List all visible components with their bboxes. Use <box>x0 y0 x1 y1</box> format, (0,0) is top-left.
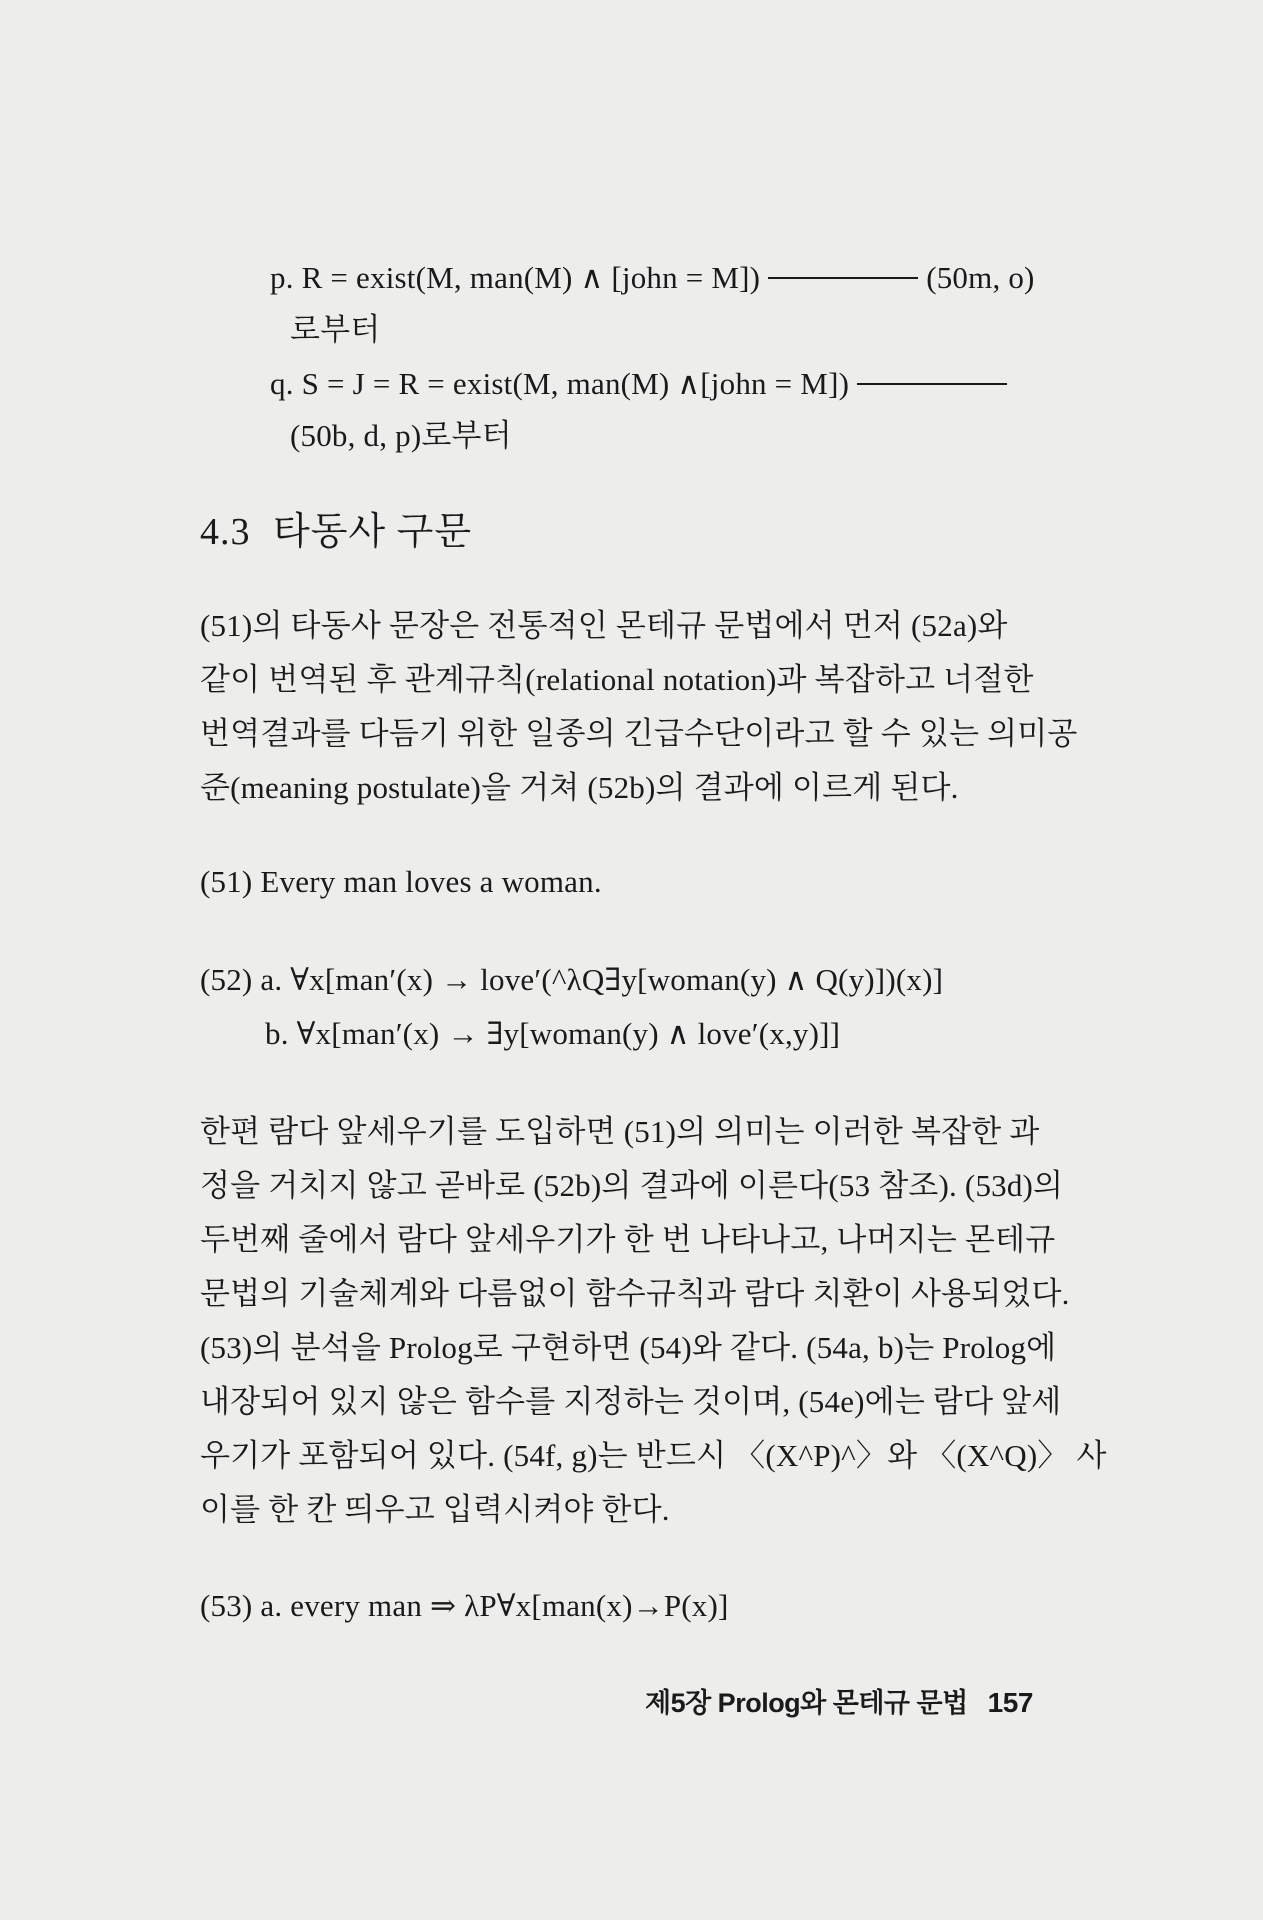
example-51: (51) Every man loves a woman. <box>200 864 602 899</box>
paragraph2-line: 한편 람다 앞세우기를 도입하면 (51)의 의미는 이러한 복잡한 과 <box>200 1114 1040 1149</box>
step-p-source: (50m, o) <box>926 260 1035 295</box>
example-52b: b. ∀x[man′(x) → ∃y[woman(y) ∧ love′(x,y)]] <box>265 1016 841 1051</box>
step-p-continuation: 로부터 <box>290 312 381 347</box>
step-p-line <box>270 258 1035 298</box>
step-q-line <box>270 364 1015 404</box>
paragraph2-line: 내장되어 있지 않은 함수를 지정하는 것이며, (54e)에는 람다 앞세 <box>200 1384 1062 1419</box>
step-q-continuation: (50b, d, p)로부터 <box>290 418 512 453</box>
paragraph2-line: 두번째 줄에서 람다 앞세우기가 한 번 나타나고, 나머지는 몬테규 <box>200 1222 1056 1257</box>
step-q-formula: q. S = J = R = exist(M, man(M) ∧[john = M]) <box>270 366 850 401</box>
paragraph1-line: (51)의 타동사 문장은 전통적인 몬테규 문법에서 먼저 (52a)와 <box>200 608 1008 643</box>
paragraph2-line: 정을 거치지 않고 곧바로 (52b)의 결과에 이른다(53 참조). (53d)의 <box>200 1168 1064 1203</box>
running-footer <box>645 1686 1033 1720</box>
paragraph2-line: 우기가 포함되어 있다. (54f, g)는 반드시 〈(X^P)^〉와 〈(X^Q)〉 사 <box>200 1438 1107 1473</box>
page-number: 157 <box>987 1687 1033 1718</box>
example-53a: (53) a. every man ⇒ λP∀x[man(x)→P(x)] <box>200 1588 729 1623</box>
paragraph2-line: (53)의 분석을 Prolog로 구현하면 (54)와 같다. (54a, b)는 Prolog에 <box>200 1330 1057 1365</box>
running-title: 제5장 Prolog와 몬테규 문법 <box>645 1688 968 1718</box>
step-p-dash <box>768 277 918 279</box>
paragraph1-line: 번역결과를 다듬기 위한 일종의 긴급수단이라고 할 수 있는 의미공 <box>200 716 1078 751</box>
example-52a: (52) a. ∀x[man′(x) → love′(^λQ∃y[woman(y) ∧ Q(y)])(x)] <box>200 962 944 997</box>
paragraph2-line: 이를 한 칸 띄우고 입력시켜야 한다. <box>200 1492 670 1527</box>
step-q-dash <box>857 383 1007 385</box>
paragraph1-line: 준(meaning postulate)을 거쳐 (52b)의 결과에 이르게 된다. <box>200 770 959 805</box>
paragraph2-line: 문법의 기술체계와 다름없이 함수규칙과 람다 치환이 사용되었다. <box>200 1276 1070 1311</box>
paragraph1-line: 같이 번역된 후 관계규칙(relational notation)과 복잡하고 너절한 <box>200 662 1034 697</box>
section-number: 4.3 <box>200 511 251 553</box>
section-title: 타동사 구문 <box>273 511 473 553</box>
section-heading <box>200 508 472 556</box>
step-p-formula: p. R = exist(M, man(M) ∧ [john = M]) <box>270 260 761 295</box>
